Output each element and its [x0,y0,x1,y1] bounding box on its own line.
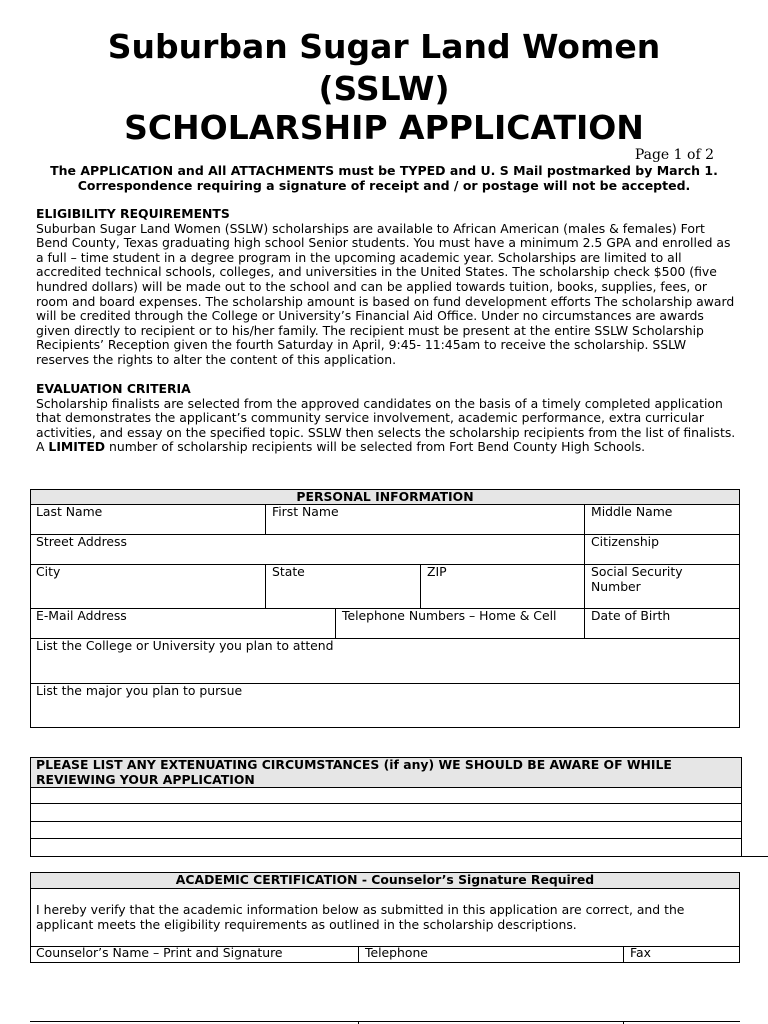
form-title-line2: (SSLW) [318,69,450,108]
form-title-line3: SCHOLARSHIP APPLICATION [124,108,644,147]
college-label: List the College or University you plan to attend [36,638,334,653]
state-label: State [272,564,305,579]
academic-statement-line1: I hereby verify that the academic information below as submitted in this application are correct, and the [36,902,685,917]
evaluation-heading: EVALUATION CRITERIA [36,381,191,396]
major-label: List the major you plan to pursue [36,683,243,698]
eligibility-heading: ELIGIBILITY REQUIREMENTS [36,206,230,221]
first-name-field[interactable] [267,505,584,534]
evaluation-emphasis: LIMITED [48,439,106,455]
circumstances-header [36,758,736,787]
eligibility-section [36,207,736,368]
ssn-field[interactable] [586,565,739,608]
zip-label: ZIP [427,564,447,579]
dob-label: Date of Birth [591,608,671,623]
citizenship-field[interactable] [586,535,739,564]
notice-line1: The APPLICATION and All ATTACHMENTS must be TYPED and U. S Mail postmarked by March 1. [50,163,718,178]
col-divider [420,564,421,608]
email-field[interactable] [31,609,335,638]
middle-name-label: Middle Name [591,504,673,519]
col-divider [358,946,359,963]
col-divider [584,504,585,638]
last-name-label: Last Name [36,504,103,519]
city-label: City [36,564,61,579]
circumstances-rule [30,856,768,857]
circ-right-border [741,787,742,857]
street-address-label: Street Address [36,534,127,549]
city-field[interactable] [31,565,265,608]
state-field[interactable] [267,565,420,608]
counselor-telephone-label: Telephone [365,945,428,960]
telephone-label: Telephone Numbers – Home & Cell [342,608,557,623]
counselor-telephone-field[interactable] [360,946,623,962]
dob-field[interactable] [586,609,739,638]
zip-field[interactable] [422,565,584,608]
counselor-name-label: Counselor’s Name – Print and Signature [36,945,283,960]
evaluation-body-text: Scholarship finalists are selected from the approved candidates on the basis of a timely completed application that demonstrates the applicant’s community service involvement, academic performance, extra curricular activities, and essay on the specified topic. SSLW then selects the scholarship recipients from the list of finalists. A [36,395,736,455]
circumstances-line-4[interactable] [31,839,741,856]
academic-statement [36,902,736,932]
evaluation-section [36,382,736,455]
academic-statement-line2: applicant meets the eligibility requirements as outlined in the scholarship descriptions. [36,917,577,932]
page-indicator: Page 1 of 2 [634,147,714,163]
last-name-field[interactable] [31,505,265,534]
notice-line2: Correspondence requiring a signature of receipt and / or postage will not be accepted. [77,178,691,193]
ssn-label-line1: Social Security [591,564,683,579]
email-label: E-Mail Address [36,608,127,623]
evaluation-body [36,397,736,455]
submission-notice [20,163,748,193]
col-divider [265,564,266,608]
telephone-field[interactable] [337,609,584,638]
col-divider [265,504,266,534]
citizenship-label: Citizenship [591,534,659,549]
circumstances-header-line1: PLEASE LIST ANY EXTENUATING CIRCUMSTANCES (if any) WE SHOULD BE AWARE OF WHILE [36,757,672,772]
col-divider [335,608,336,638]
major-field[interactable] [31,684,739,727]
circumstances-line-1[interactable] [31,788,741,804]
counselor-fax-label: Fax [630,945,651,960]
college-field[interactable] [31,639,739,683]
evaluation-body-text-end: number of scholarship recipients will be selected from Fort Bend County High Schools. [105,439,646,455]
middle-name-field[interactable] [586,505,739,534]
circumstances-line-2[interactable] [31,804,741,821]
first-name-label: First Name [272,504,339,519]
counselor-name-field[interactable] [31,946,358,962]
ssn-label-line2: Number [591,578,641,594]
circumstances-header-line2: REVIEWING YOUR APPLICATION [36,771,255,787]
counselor-fax-field[interactable] [625,946,739,962]
academic-header: ACADEMIC CERTIFICATION - Counselor’s Signature Required [175,872,595,887]
form-title-line1: Suburban Sugar Land Women [107,27,661,66]
personal-info-header: PERSONAL INFORMATION [296,489,474,504]
eligibility-body: Suburban Sugar Land Women (SSLW) scholarships are available to African American (males & females) Fort Bend County, Texas graduating high school Senior students. You must have a minimum 2.5 GPA and enrolled as a full – time student in a degree program in the upcoming academic year. Scholarships are limited to all accredited technical schools, colleges, and universities in the United States. The scholarship check $500 (five hundred dollars) will be made out to the school and can be applied towards tuition, books, supplies, fees, or room and board expenses. The scholarship amount is based on fund development efforts The scholarship award will be credited through the College or University’s Financial Aid Office. Under no circumstances are awards given directly to recipient or to his/her family. The recipient must be present at the entire SSLW Scholarship Recipients’ Reception given the fourth Saturday in April, 9:45- 11:45am to receive the scholarship. SSLW reserves the rights to alter the content of this application. [36,220,735,367]
col-divider [623,946,624,963]
table-top-rule [30,1021,740,1022]
circumstances-line-3[interactable] [31,822,741,838]
street-address-field[interactable] [31,535,584,564]
